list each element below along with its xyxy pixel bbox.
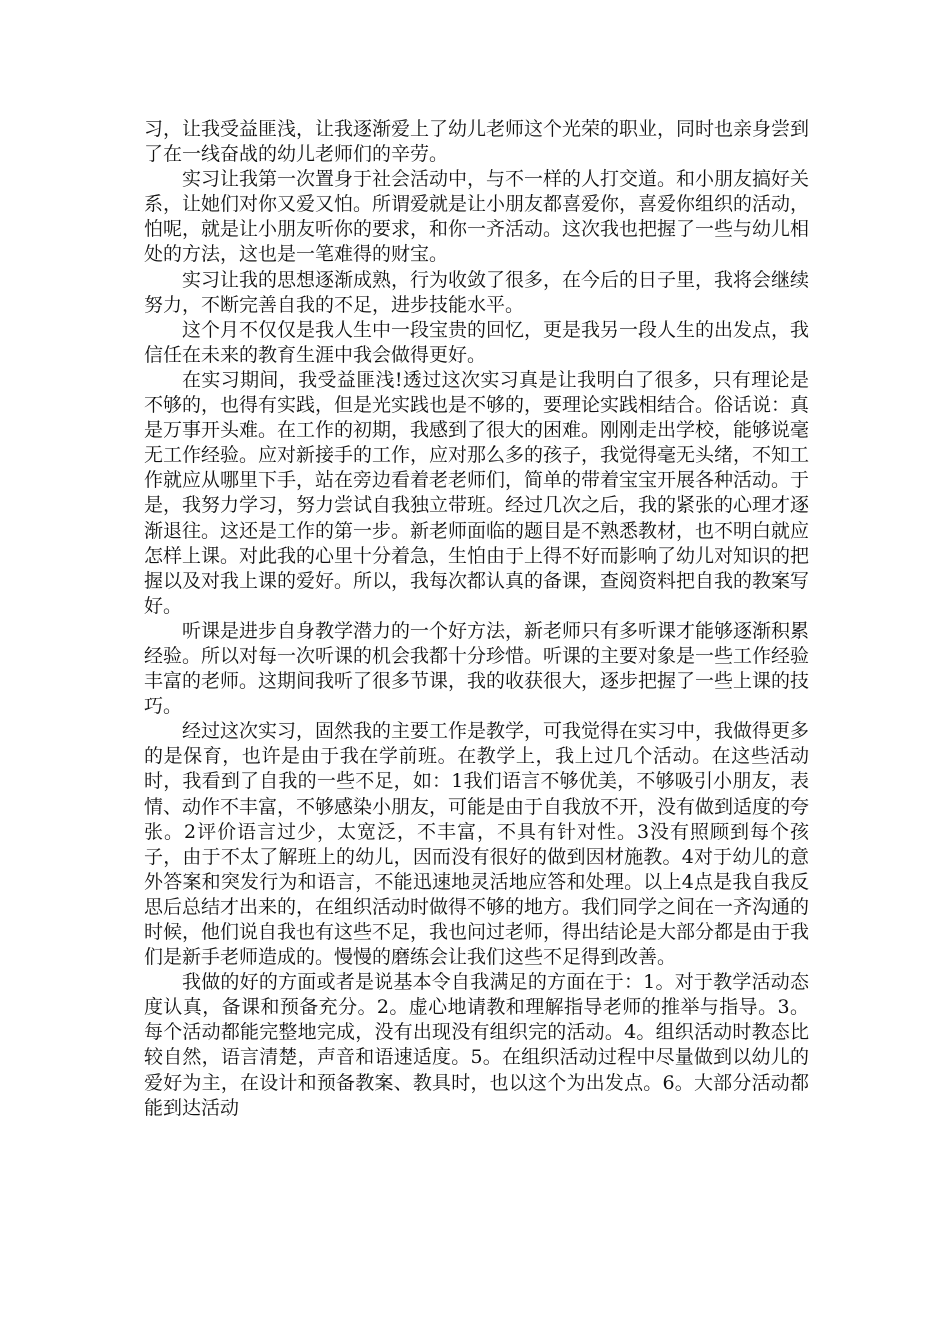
paragraph-6: 听课是进步自身教学潜力的一个好方法，新老师只有多听课才能够逐渐积累经验。所以对每一次听课的机会我都十分珍惜。听课的主要对象是一些工作经验丰富的老师。这期间我听了很多节课，我的收获很大，逐步把握了一些上课的技巧。 (144, 619, 810, 718)
paragraph-5: 在实习期间，我受益匪浅!透过这次实习真是让我明白了很多，只有理论是不够的，也得有实践，但是光实践也是不够的，要理论实践相结合。俗话说：真是万事开头难。在工作的初期，我感到了很大的困难。刚刚走出学校，能够说毫无工作经验。应对新接手的工作，应对那么多的孩子，我觉得毫无头绪，不知工作就应从哪里下手，站在旁边看着老老师们，简单的带着宝宝开展各种活动。于是，我努力学习，努力尝试自我独立带班。经过几次之后，我的紧张的心理才逐渐退往。这还是工作的第一步。新老师面临的题目是不熟悉教材，也不明白就应怎样上课。对此我的心里十分着急，生怕由于上得不好而影响了幼儿对知识的把握以及对我上课的爱好。所以，我每次都认真的备课，查阅资料把自我的教案写好。 (144, 368, 810, 617)
paragraph-4: 这个月不仅仅是我人生中一段宝贵的回忆，更是我另一段人生的出发点，我信任在未来的教育生涯中我会做得更好。 (144, 318, 810, 366)
paragraph-3: 实习让我的思想逐渐成熟，行为收敛了很多，在今后的日子里，我将会继续努力，不断完善自我的不足，进步技能水平。 (144, 268, 810, 316)
document-page (144, 117, 809, 1121)
paragraph-2: 实习让我第一次置身于社会活动中，与不一样的人打交道。和小朋友搞好关系，让她们对你又爱又怕。所谓爱就是让小朋友都喜爱你，喜爱你组织的活动，怕呢，就是让小朋友听你的要求，和你一齐活动。这次我也把握了一些与幼儿相处的方法，这也是一笔难得的财宝。 (144, 168, 810, 266)
paragraph-1: 习，让我受益匪浅，让我逐渐爱上了幼儿老师这个光荣的职业，同时也亲身尝到了在一线奋战的幼儿老师们的辛劳。 (144, 118, 810, 166)
paragraph-7: 经过这次实习，固然我的主要工作是教学，可我觉得在实习中，我做得更多的是保育，也许是由于我在学前班。在教学上，我上过几个活动。在这些活动时，我看到了自我的一些不足，如：1我们语言不够优美，不够吸引小朋友，表情、动作不丰富，不够感染小朋友，可能是由于自我放不开，没有做到适度的夸张。2评价语言过少，太宽泛，不丰富，不具有针对性。3没有照顾到每个孩子，由于不太了解班上的幼儿，因而没有很好的做到因材施教。4对于幼儿的意外答案和突发行为和语言，不能迅速地灵活地应答和处理。以上4点是我自我反思后总结才出来的，在组织活动时做得不够的地方。我们同学之间在一齐沟通的时候，他们说自我也有这些不足，我也问过老师，得出结论是大部分都是由于我们是新手老师造成的。慢慢的磨练会让我们这些不足得到改善。 (144, 720, 810, 969)
paragraph-8: 我做的好的方面或者是说基本令自我满足的方面在于：1。对于教学活动态度认真，备课和预备充分。2。虚心地请教和理解指导老师的推举与指导。3。每个活动都能完整地完成，没有出现没有组织完的活动。4。组织活动时教态比较自然，语言清楚，声音和语速适度。5。在组织活动过程中尽量做到以幼儿的爱好为主，在设计和预备教案、教具时，也以这个为出发点。6。大部分活动都能到达活动 (144, 971, 809, 1119)
